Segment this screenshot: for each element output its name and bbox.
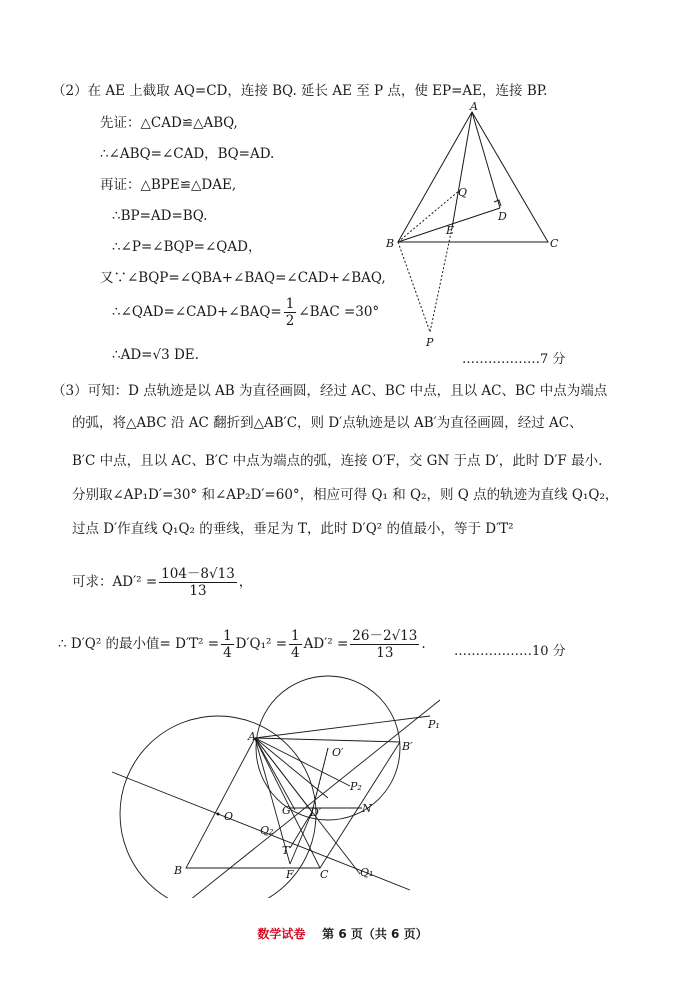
label-b-prime: B′ bbox=[402, 740, 413, 753]
proof-line-4: ∴BP=AD=BQ. bbox=[112, 208, 208, 224]
proof-line-7-a: ∴∠QAD=∠CAD+∠BAQ= bbox=[112, 304, 282, 320]
quarter-fraction-2 bbox=[289, 628, 302, 661]
label-q1: Q₁ bbox=[360, 866, 374, 879]
score-7: ………………7 分 bbox=[462, 352, 566, 367]
score-10: ………………10 分 bbox=[454, 644, 566, 659]
label-b: B bbox=[386, 237, 395, 250]
segment-bp bbox=[398, 242, 430, 332]
frac-num: 104－8√13 bbox=[161, 566, 235, 582]
label-o: O bbox=[224, 810, 234, 823]
part3-line-6 bbox=[72, 566, 252, 599]
proof-line-7-b: ∠BAC =30° bbox=[298, 304, 380, 320]
part3-line-2: 的弧，将△ABC 沿 AC 翻折到△AB′C，则 D′点轨迹是以 AB′为直径画圆，经过 AC、 bbox=[72, 415, 583, 431]
segment-ad-prime bbox=[255, 738, 312, 812]
part3-line-6-a: 可求：AD′² = bbox=[72, 574, 158, 590]
center-o bbox=[217, 813, 220, 816]
footer-page: 第 6 页（共 6 页） bbox=[322, 927, 428, 941]
label-p: P bbox=[426, 336, 434, 349]
part3-line-4: 分别取∠AP₁D′=30° 和∠AP₂D′=60°，相应可得 Q₁ 和 Q₂，则 Q 点的轨迹为直线 Q₁Q₂， bbox=[72, 487, 619, 503]
frac-den: 2 bbox=[285, 313, 295, 329]
segment-ep bbox=[430, 228, 452, 332]
label-b: B bbox=[174, 864, 183, 877]
part3-line-7 bbox=[58, 628, 426, 661]
label-n: N bbox=[362, 802, 372, 815]
segment-ab-prime bbox=[255, 738, 400, 742]
segment-ad bbox=[472, 112, 500, 208]
page-footer bbox=[0, 925, 685, 942]
label-f: F bbox=[286, 868, 294, 881]
segment-fd bbox=[290, 812, 312, 864]
proof-line-6: 又∵∠BQP=∠QBA+∠BAQ=∠CAD+∠BAQ, bbox=[100, 270, 386, 286]
proof-line-7 bbox=[112, 296, 379, 329]
proof-line-2: ∴∠ABQ=∠CAD，BQ=AD. bbox=[100, 146, 275, 162]
proof-line-3: 再证：△BPE≌△DAE, bbox=[100, 177, 237, 193]
frac-den: 4 bbox=[291, 645, 300, 661]
part3-line-7-c: AD′² = bbox=[303, 636, 349, 652]
half-fraction bbox=[284, 296, 297, 329]
label-c: C bbox=[320, 868, 329, 881]
label-p1: P₁ bbox=[428, 718, 440, 731]
frac-num: 1 bbox=[223, 628, 232, 644]
frac-den: 13 bbox=[189, 583, 207, 599]
segment-b-prime-c bbox=[320, 742, 400, 868]
label-a: A bbox=[248, 730, 256, 743]
ad-fraction bbox=[159, 566, 237, 599]
label-p2: P₂ bbox=[350, 780, 362, 793]
label-o-prime: O′ bbox=[332, 746, 344, 759]
segment-ad-extra bbox=[255, 738, 328, 798]
quarter-fraction-1 bbox=[221, 628, 234, 661]
proof-line-8: ∴AD=√3 DE. bbox=[112, 347, 199, 363]
part3-line-7-a: ∴ D′Q² 的最小值= D′T² = bbox=[58, 636, 220, 652]
right-angle-mark bbox=[494, 200, 501, 206]
part2-intro: （2）在 AE 上截取 AQ=CD，连接 BQ. 延长 AE 至 P 点，使 EP=AE，连接 BP. bbox=[52, 83, 548, 99]
triangle-diagram bbox=[380, 100, 570, 360]
label-d: D bbox=[498, 210, 507, 223]
triangle-abc bbox=[186, 738, 320, 868]
part3-line-7-d: . bbox=[421, 636, 426, 652]
line-ap1 bbox=[255, 716, 430, 738]
label-d-prime: D′ bbox=[310, 806, 322, 819]
frac-den: 13 bbox=[376, 645, 394, 661]
label-a: A bbox=[470, 100, 478, 113]
frac-den: 4 bbox=[223, 645, 232, 661]
part3-line-7-b: D′Q₁² = bbox=[235, 636, 288, 652]
label-t: T bbox=[282, 844, 290, 857]
label-q: Q bbox=[458, 186, 468, 199]
label-g: G bbox=[282, 804, 291, 817]
result-fraction bbox=[350, 628, 419, 661]
frac-num: 1 bbox=[285, 296, 295, 312]
proof-line-5: ∴∠P=∠BQP=∠QAD， bbox=[112, 239, 262, 255]
label-c: C bbox=[550, 237, 559, 250]
frac-num: 26－2√13 bbox=[352, 628, 418, 644]
part3-line-1: （3）可知：D 点轨迹是以 AB 为直径画圆，经过 AC、BC 中点，且以 AC、BC 中点为端点 bbox=[52, 383, 608, 399]
footer-title: 数学试卷 bbox=[257, 927, 306, 941]
frac-num: 1 bbox=[291, 628, 300, 644]
label-e: E bbox=[446, 224, 455, 237]
proof-line-1: 先证：△CAD≌△ABQ, bbox=[100, 115, 238, 131]
label-q2: Q₂ bbox=[260, 824, 274, 837]
part3-line-5: 过点 D′作直线 Q₁Q₂ 的垂线，垂足为 T，此时 D′Q² 的值最小，等于 D′T² bbox=[72, 521, 514, 537]
part3-line-6-b: ， bbox=[238, 574, 253, 590]
circle-diagram bbox=[100, 668, 460, 898]
part3-line-3: B′C 中点，且以 AC、B′C 中点为端点的弧，连接 O′F，交 GN 于点 D′，此时 D′F 最小. bbox=[72, 453, 603, 469]
